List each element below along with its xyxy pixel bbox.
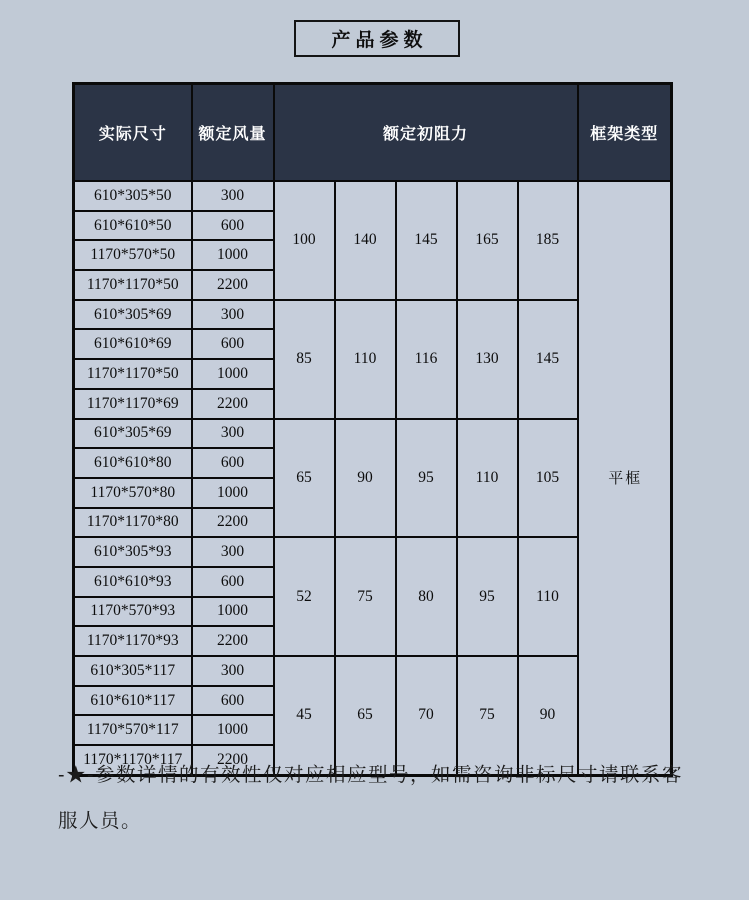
airflow-cell: 2200	[192, 270, 274, 300]
size-cell: 1170*1170*50	[74, 270, 192, 300]
resistance-cell: 95	[396, 419, 457, 538]
resistance-cell: 70	[396, 656, 457, 775]
airflow-cell: 1000	[192, 359, 274, 389]
resistance-cell: 145	[518, 300, 578, 419]
resistance-cell: 110	[518, 537, 578, 656]
size-cell: 1170*570*93	[74, 597, 192, 627]
airflow-cell: 300	[192, 181, 274, 211]
size-cell: 610*305*93	[74, 537, 192, 567]
airflow-cell: 600	[192, 686, 274, 716]
header-rated-airflow: 额定风量	[192, 84, 274, 182]
size-cell: 610*610*50	[74, 211, 192, 241]
size-cell: 610*610*80	[74, 448, 192, 478]
size-cell: 1170*1170*50	[74, 359, 192, 389]
size-cell: 610*610*117	[74, 686, 192, 716]
size-cell: 610*305*69	[74, 419, 192, 449]
resistance-cell: 75	[335, 537, 396, 656]
resistance-cell: 52	[274, 537, 335, 656]
size-cell: 1170*570*117	[74, 715, 192, 745]
resistance-cell: 45	[274, 656, 335, 775]
resistance-cell: 75	[457, 656, 518, 775]
resistance-cell: 145	[396, 181, 457, 300]
resistance-cell: 80	[396, 537, 457, 656]
airflow-cell: 2200	[192, 389, 274, 419]
resistance-cell: 90	[518, 656, 578, 775]
resistance-cell: 100	[274, 181, 335, 300]
resistance-cell: 65	[274, 419, 335, 538]
header-actual-size: 实际尺寸	[74, 84, 192, 182]
size-cell: 1170*1170*80	[74, 508, 192, 538]
resistance-cell: 95	[457, 537, 518, 656]
airflow-cell: 2200	[192, 626, 274, 656]
resistance-cell: 65	[335, 656, 396, 775]
resistance-cell: 110	[457, 419, 518, 538]
size-cell: 610*305*69	[74, 300, 192, 330]
airflow-cell: 300	[192, 656, 274, 686]
airflow-cell: 1000	[192, 597, 274, 627]
product-params-table	[72, 82, 673, 777]
resistance-cell: 85	[274, 300, 335, 419]
resistance-cell: 90	[335, 419, 396, 538]
size-cell: 1170*1170*69	[74, 389, 192, 419]
resistance-cell: 165	[457, 181, 518, 300]
resistance-cell: 140	[335, 181, 396, 300]
airflow-cell: 1000	[192, 715, 274, 745]
page-title: 产品参数	[294, 20, 460, 57]
airflow-cell: 300	[192, 537, 274, 567]
footnote: -★-参数详情的有效性仅对应相应型号，如需咨询非标尺寸请联系客服人员。	[58, 764, 683, 832]
airflow-cell: 1000	[192, 240, 274, 270]
size-cell: 610*305*117	[74, 656, 192, 686]
resistance-cell: 110	[335, 300, 396, 419]
size-cell: 1170*1170*93	[74, 626, 192, 656]
airflow-cell: 600	[192, 211, 274, 241]
header-frame-type: 框架类型	[578, 84, 672, 182]
size-cell: 610*610*69	[74, 329, 192, 359]
airflow-cell: 300	[192, 419, 274, 449]
airflow-cell: 2200	[192, 745, 274, 775]
airflow-cell: 300	[192, 300, 274, 330]
airflow-cell: 600	[192, 329, 274, 359]
size-cell: 610*610*93	[74, 567, 192, 597]
airflow-cell: 1000	[192, 478, 274, 508]
resistance-cell: 105	[518, 419, 578, 538]
frame-type-cell: 平框	[578, 181, 672, 775]
table-header-row	[74, 84, 672, 182]
header-rated-initial-resistance: 额定初阻力	[274, 84, 578, 182]
size-cell: 1170*1170*117	[74, 745, 192, 775]
airflow-cell: 2200	[192, 508, 274, 538]
resistance-cell: 130	[457, 300, 518, 419]
table-row	[74, 181, 672, 211]
airflow-cell: 600	[192, 567, 274, 597]
size-cell: 1170*570*50	[74, 240, 192, 270]
airflow-cell: 600	[192, 448, 274, 478]
size-cell: 1170*570*80	[74, 478, 192, 508]
resistance-cell: 116	[396, 300, 457, 419]
size-cell: 610*305*50	[74, 181, 192, 211]
resistance-cell: 185	[518, 181, 578, 300]
